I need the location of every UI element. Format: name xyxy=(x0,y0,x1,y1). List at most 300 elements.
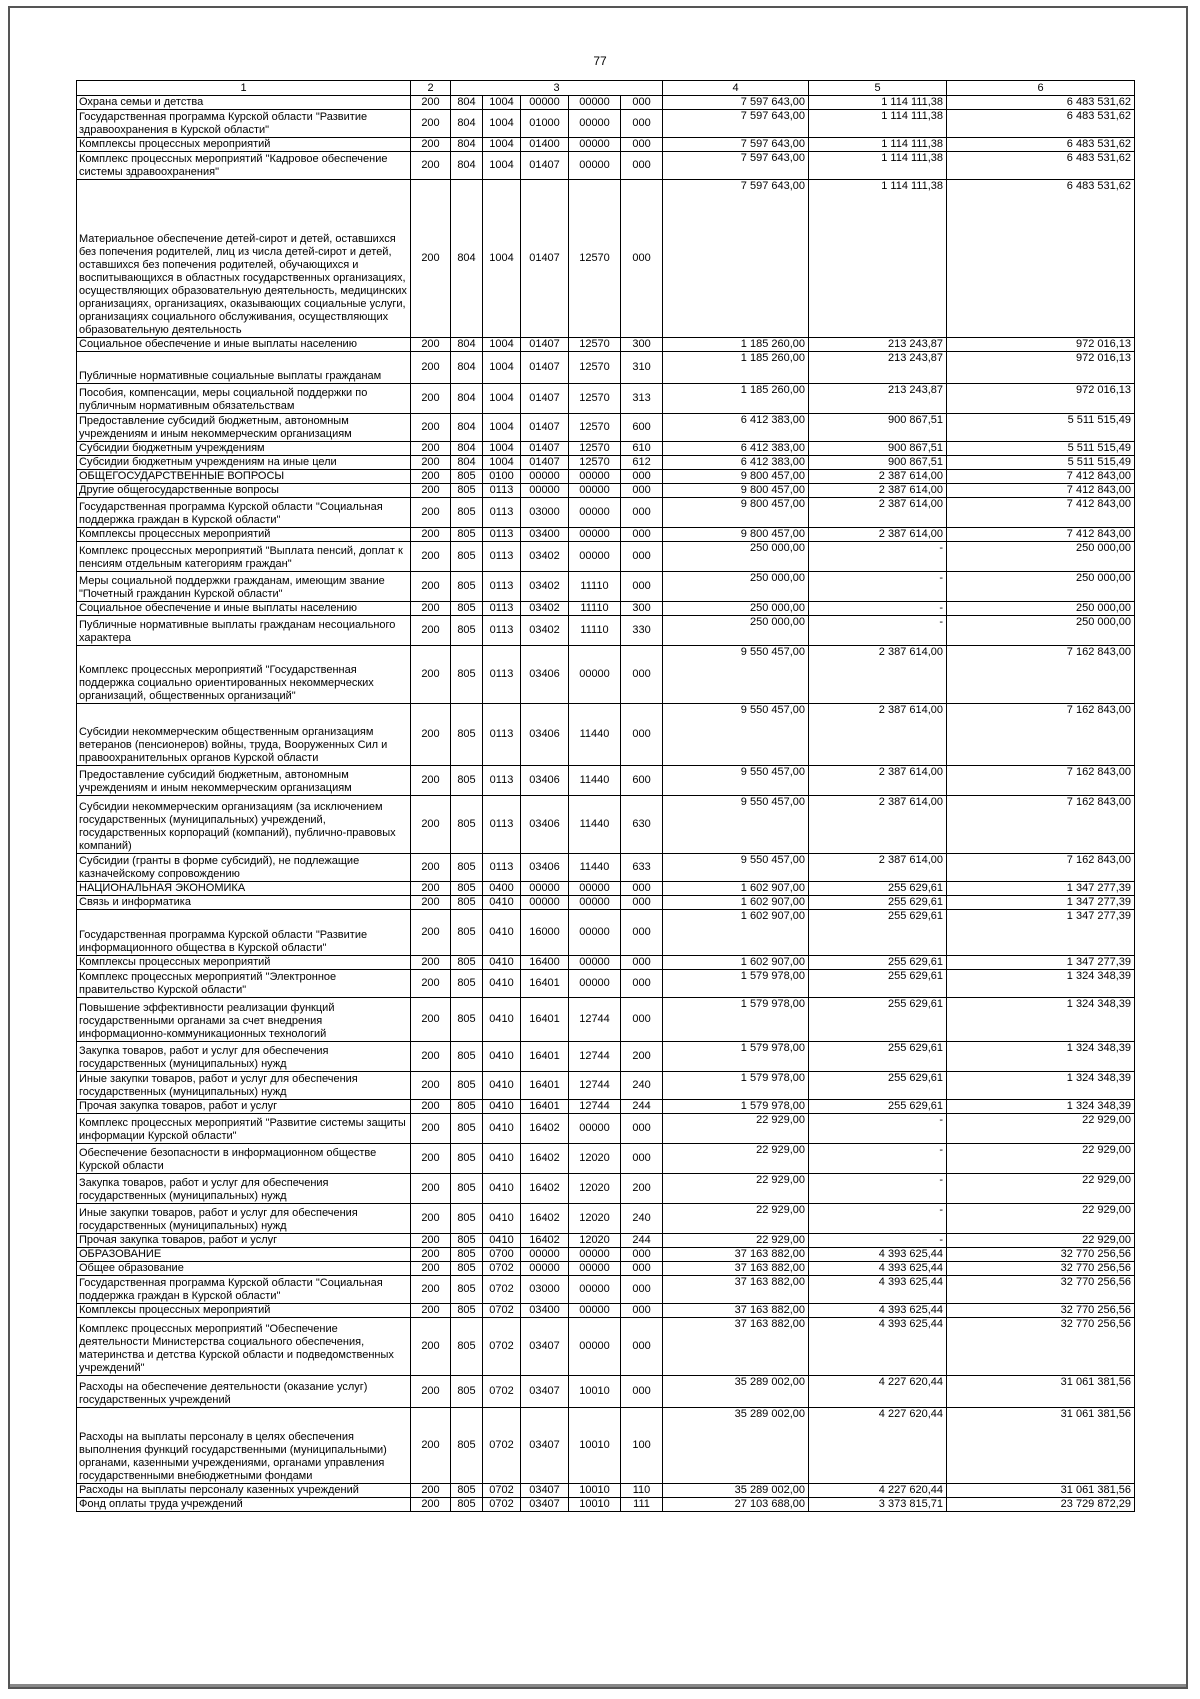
admin-code: 200 xyxy=(411,152,451,180)
table-row xyxy=(77,1484,1135,1498)
amount-col-4: 1 602 907,00 xyxy=(663,882,809,896)
program-code: 03407 xyxy=(521,1408,569,1484)
program-code: 03402 xyxy=(521,616,569,646)
amount-col-6: 22 929,00 xyxy=(947,1114,1135,1144)
section-code: 804 xyxy=(451,180,483,338)
amount-col-5: - xyxy=(809,1144,947,1174)
amount-col-4: 6 412 383,00 xyxy=(663,442,809,456)
amount-col-5: 2 387 614,00 xyxy=(809,498,947,528)
expense-type-code: 600 xyxy=(621,414,663,442)
expense-type-code: 100 xyxy=(621,1408,663,1484)
section-code: 805 xyxy=(451,602,483,616)
section-code: 805 xyxy=(451,956,483,970)
expense-type-code: 612 xyxy=(621,456,663,470)
program-code: 03406 xyxy=(521,704,569,766)
admin-code: 200 xyxy=(411,1304,451,1318)
subsection-code: 0100 xyxy=(483,470,521,484)
amount-col-6: 1 324 348,39 xyxy=(947,1072,1135,1100)
program-code: 16401 xyxy=(521,998,569,1042)
table-row xyxy=(77,572,1135,602)
row-name: Предоставление субсидий бюджетным, автономным учреждениям и иным некоммерческим организациям xyxy=(77,766,411,796)
section-code: 805 xyxy=(451,1174,483,1204)
amount-col-6: 7 412 843,00 xyxy=(947,470,1135,484)
admin-code: 200 xyxy=(411,896,451,910)
amount-col-6: 22 929,00 xyxy=(947,1204,1135,1234)
admin-code: 200 xyxy=(411,542,451,572)
section-code: 805 xyxy=(451,1144,483,1174)
expense-type-code: 000 xyxy=(621,572,663,602)
direction-code: 12744 xyxy=(569,998,621,1042)
amount-col-5: 255 629,61 xyxy=(809,1072,947,1100)
amount-col-4: 35 289 002,00 xyxy=(663,1484,809,1498)
amount-col-4: 6 412 383,00 xyxy=(663,414,809,442)
expense-type-code: 000 xyxy=(621,528,663,542)
header-col-6: 6 xyxy=(947,81,1135,96)
table-row xyxy=(77,1234,1135,1248)
amount-col-6: 31 061 381,56 xyxy=(947,1376,1135,1408)
program-code: 16402 xyxy=(521,1144,569,1174)
table-row xyxy=(77,1408,1135,1484)
subsection-code: 0702 xyxy=(483,1304,521,1318)
admin-code: 200 xyxy=(411,1144,451,1174)
amount-col-5: 2 387 614,00 xyxy=(809,528,947,542)
program-code: 16401 xyxy=(521,1072,569,1100)
section-code: 804 xyxy=(451,456,483,470)
row-name: Публичные нормативные выплаты гражданам несоциального характера xyxy=(77,616,411,646)
amount-col-5: 4 393 625,44 xyxy=(809,1248,947,1262)
subsection-code: 0702 xyxy=(483,1276,521,1304)
header-col-1: 1 xyxy=(77,81,411,96)
row-name: Общее образование xyxy=(77,1262,411,1276)
table-row xyxy=(77,498,1135,528)
direction-code: 00000 xyxy=(569,110,621,138)
amount-col-5: - xyxy=(809,572,947,602)
expense-type-code: 000 xyxy=(621,138,663,152)
amount-col-4: 9 550 457,00 xyxy=(663,854,809,882)
row-name: Связь и информатика xyxy=(77,896,411,910)
subsection-code: 1004 xyxy=(483,456,521,470)
table-row xyxy=(77,442,1135,456)
amount-col-4: 22 929,00 xyxy=(663,1234,809,1248)
amount-col-4: 1 579 978,00 xyxy=(663,998,809,1042)
direction-code: 00000 xyxy=(569,138,621,152)
admin-code: 200 xyxy=(411,96,451,110)
amount-col-4: 7 597 643,00 xyxy=(663,180,809,338)
subsection-code: 1004 xyxy=(483,414,521,442)
expense-type-code: 000 xyxy=(621,484,663,498)
direction-code: 11110 xyxy=(569,572,621,602)
section-code: 804 xyxy=(451,414,483,442)
section-code: 805 xyxy=(451,766,483,796)
amount-col-6: 250 000,00 xyxy=(947,616,1135,646)
program-code: 01400 xyxy=(521,138,569,152)
table-row xyxy=(77,542,1135,572)
direction-code: 12570 xyxy=(569,338,621,352)
row-name: ОБРАЗОВАНИЕ xyxy=(77,1248,411,1262)
direction-code: 12744 xyxy=(569,1072,621,1100)
direction-code: 00000 xyxy=(569,152,621,180)
program-code: 03402 xyxy=(521,572,569,602)
section-code: 804 xyxy=(451,110,483,138)
section-code: 804 xyxy=(451,152,483,180)
row-name: Меры социальной поддержки гражданам, имеющим звание "Почетный гражданин Курской области" xyxy=(77,572,411,602)
expense-type-code: 000 xyxy=(621,646,663,704)
subsection-code: 1004 xyxy=(483,338,521,352)
subsection-code: 0702 xyxy=(483,1376,521,1408)
table-row xyxy=(77,96,1135,110)
scan-edge xyxy=(10,1684,1186,1687)
row-name: Субсидии некоммерческим общественным организациям ветеранов (пенсионеров) войны, труда, Вооруженных Сил и правоохранительных органов Курской области xyxy=(77,704,411,766)
program-code: 03407 xyxy=(521,1376,569,1408)
section-code: 805 xyxy=(451,1072,483,1100)
direction-code: 00000 xyxy=(569,1304,621,1318)
subsection-code: 0113 xyxy=(483,602,521,616)
amount-col-5: 4 227 620,44 xyxy=(809,1376,947,1408)
table-row xyxy=(77,352,1135,384)
amount-col-4: 22 929,00 xyxy=(663,1144,809,1174)
expense-type-code: 633 xyxy=(621,854,663,882)
admin-code: 200 xyxy=(411,352,451,384)
admin-code: 200 xyxy=(411,414,451,442)
direction-code: 00000 xyxy=(569,882,621,896)
expense-type-code: 000 xyxy=(621,470,663,484)
row-name: Государственная программа Курской области "Социальная поддержка граждан в Курской области" xyxy=(77,1276,411,1304)
direction-code: 00000 xyxy=(569,956,621,970)
section-code: 805 xyxy=(451,796,483,854)
amount-col-5: - xyxy=(809,1114,947,1144)
amount-col-5: 4 227 620,44 xyxy=(809,1408,947,1484)
subsection-code: 0113 xyxy=(483,616,521,646)
admin-code: 200 xyxy=(411,456,451,470)
table-row xyxy=(77,414,1135,442)
admin-code: 200 xyxy=(411,528,451,542)
amount-col-5: 4 393 625,44 xyxy=(809,1318,947,1376)
amount-col-6: 7 412 843,00 xyxy=(947,528,1135,542)
section-code: 805 xyxy=(451,484,483,498)
subsection-code: 0410 xyxy=(483,896,521,910)
admin-code: 200 xyxy=(411,138,451,152)
direction-code: 00000 xyxy=(569,528,621,542)
section-code: 805 xyxy=(451,1042,483,1072)
section-code: 805 xyxy=(451,1204,483,1234)
expense-type-code: 310 xyxy=(621,352,663,384)
direction-code: 11440 xyxy=(569,704,621,766)
subsection-code: 0410 xyxy=(483,910,521,956)
program-code: 16402 xyxy=(521,1234,569,1248)
expense-type-code: 000 xyxy=(621,180,663,338)
amount-col-5: 4 393 625,44 xyxy=(809,1262,947,1276)
direction-code: 11440 xyxy=(569,796,621,854)
amount-col-4: 1 579 978,00 xyxy=(663,1072,809,1100)
expense-type-code: 111 xyxy=(621,1498,663,1512)
row-name: ОБЩЕГОСУДАРСТВЕННЫЕ ВОПРОСЫ xyxy=(77,470,411,484)
section-code: 805 xyxy=(451,1276,483,1304)
direction-code: 00000 xyxy=(569,470,621,484)
amount-col-5: 213 243,87 xyxy=(809,352,947,384)
amount-col-6: 972 016,13 xyxy=(947,338,1135,352)
amount-col-4: 37 163 882,00 xyxy=(663,1248,809,1262)
amount-col-4: 27 103 688,00 xyxy=(663,1498,809,1512)
subsection-code: 1004 xyxy=(483,110,521,138)
table-row xyxy=(77,616,1135,646)
section-code: 805 xyxy=(451,896,483,910)
table-row xyxy=(77,110,1135,138)
table-row xyxy=(77,766,1135,796)
section-code: 805 xyxy=(451,998,483,1042)
amount-col-5: 900 867,51 xyxy=(809,414,947,442)
expense-type-code: 000 xyxy=(621,896,663,910)
admin-code: 200 xyxy=(411,766,451,796)
subsection-code: 0410 xyxy=(483,970,521,998)
subsection-code: 0113 xyxy=(483,646,521,704)
section-code: 805 xyxy=(451,1100,483,1114)
row-name: Комплекс процессных мероприятий "Электронное правительство Курской области" xyxy=(77,970,411,998)
row-name: Расходы на выплаты персоналу казенных учреждений xyxy=(77,1484,411,1498)
expense-type-code: 000 xyxy=(621,882,663,896)
amount-col-6: 5 511 515,49 xyxy=(947,442,1135,456)
direction-code: 11440 xyxy=(569,854,621,882)
program-code: 01407 xyxy=(521,152,569,180)
amount-col-4: 7 597 643,00 xyxy=(663,138,809,152)
admin-code: 200 xyxy=(411,110,451,138)
program-code: 00000 xyxy=(521,470,569,484)
direction-code: 00000 xyxy=(569,896,621,910)
amount-col-6: 7 162 843,00 xyxy=(947,646,1135,704)
program-code: 01407 xyxy=(521,414,569,442)
expense-type-code: 000 xyxy=(621,498,663,528)
amount-col-5: 2 387 614,00 xyxy=(809,646,947,704)
budget-table xyxy=(76,80,1135,1512)
direction-code: 00000 xyxy=(569,1114,621,1144)
subsection-code: 0410 xyxy=(483,1042,521,1072)
row-name: Комплекс процессных мероприятий "Кадровое обеспечение системы здравоохранения" xyxy=(77,152,411,180)
expense-type-code: 200 xyxy=(621,1174,663,1204)
row-name: Субсидии (гранты в форме субсидий), не подлежащие казначейскому сопровождению xyxy=(77,854,411,882)
amount-col-4: 9 800 457,00 xyxy=(663,498,809,528)
amount-col-6: 7 162 843,00 xyxy=(947,854,1135,882)
amount-col-4: 1 602 907,00 xyxy=(663,896,809,910)
admin-code: 200 xyxy=(411,1276,451,1304)
expense-type-code: 240 xyxy=(621,1204,663,1234)
amount-col-5: 255 629,61 xyxy=(809,882,947,896)
direction-code: 12570 xyxy=(569,384,621,414)
direction-code: 10010 xyxy=(569,1484,621,1498)
amount-col-4: 250 000,00 xyxy=(663,572,809,602)
amount-col-6: 31 061 381,56 xyxy=(947,1408,1135,1484)
table-row xyxy=(77,138,1135,152)
amount-col-5: 2 387 614,00 xyxy=(809,796,947,854)
expense-type-code: 200 xyxy=(621,1042,663,1072)
amount-col-5: 255 629,61 xyxy=(809,1042,947,1072)
direction-code: 00000 xyxy=(569,484,621,498)
amount-col-4: 22 929,00 xyxy=(663,1204,809,1234)
direction-code: 00000 xyxy=(569,498,621,528)
direction-code: 00000 xyxy=(569,1262,621,1276)
amount-col-6: 7 162 843,00 xyxy=(947,766,1135,796)
amount-col-4: 35 289 002,00 xyxy=(663,1408,809,1484)
table-row xyxy=(77,796,1135,854)
program-code: 16402 xyxy=(521,1174,569,1204)
admin-code: 200 xyxy=(411,956,451,970)
program-code: 03407 xyxy=(521,1318,569,1376)
row-name: Иные закупки товаров, работ и услуг для обеспечения государственных (муниципальных) нужд xyxy=(77,1072,411,1100)
amount-col-4: 9 800 457,00 xyxy=(663,528,809,542)
program-code: 00000 xyxy=(521,484,569,498)
expense-type-code: 000 xyxy=(621,910,663,956)
table-row xyxy=(77,470,1135,484)
amount-col-5: 255 629,61 xyxy=(809,1100,947,1114)
program-code: 03406 xyxy=(521,766,569,796)
direction-code: 12744 xyxy=(569,1042,621,1072)
subsection-code: 0400 xyxy=(483,882,521,896)
amount-col-6: 31 061 381,56 xyxy=(947,1484,1135,1498)
row-name: Материальное обеспечение детей-сирот и детей, оставшихся без попечения родителей, лиц из числа детей-сирот и детей, оставшихся без попечения родителей, обучающихся и воспитывающихся в областных государственных организациях, осуществляющих образовательную деятельность, медицинских организациях, организациях, оказывающих социальные услуги, организациях социального обслуживания, осуществляющих образовательную деятельность xyxy=(77,180,411,338)
subsection-code: 0702 xyxy=(483,1318,521,1376)
amount-col-6: 250 000,00 xyxy=(947,542,1135,572)
amount-col-6: 1 324 348,39 xyxy=(947,1042,1135,1072)
expense-type-code: 000 xyxy=(621,1114,663,1144)
table-row xyxy=(77,956,1135,970)
amount-col-6: 23 729 872,29 xyxy=(947,1498,1135,1512)
amount-col-6: 32 770 256,56 xyxy=(947,1248,1135,1262)
row-name: Комплекс процессных мероприятий "Развитие системы защиты информации Курской области" xyxy=(77,1114,411,1144)
program-code: 16000 xyxy=(521,910,569,956)
amount-col-4: 1 185 260,00 xyxy=(663,338,809,352)
table-row xyxy=(77,1174,1135,1204)
admin-code: 200 xyxy=(411,882,451,896)
admin-code: 200 xyxy=(411,796,451,854)
amount-col-5: - xyxy=(809,616,947,646)
table-row xyxy=(77,484,1135,498)
section-code: 805 xyxy=(451,646,483,704)
section-code: 805 xyxy=(451,470,483,484)
expense-type-code: 000 xyxy=(621,1276,663,1304)
subsection-code: 0410 xyxy=(483,1234,521,1248)
amount-col-6: 5 511 515,49 xyxy=(947,414,1135,442)
program-code: 01407 xyxy=(521,180,569,338)
subsection-code: 0410 xyxy=(483,956,521,970)
program-code: 03406 xyxy=(521,646,569,704)
amount-col-4: 9 550 457,00 xyxy=(663,704,809,766)
expense-type-code: 300 xyxy=(621,602,663,616)
row-name: Расходы на выплаты персоналу в целях обеспечения выполнения функций государственными (муниципальными) органами, казенными учреждениями, органами управления государственными внебюджетными фондами xyxy=(77,1408,411,1484)
admin-code: 200 xyxy=(411,1114,451,1144)
expense-type-code: 000 xyxy=(621,956,663,970)
amount-col-6: 250 000,00 xyxy=(947,602,1135,616)
row-name: Комплекс процессных мероприятий "Государственная поддержка социально ориентированных некоммерческих организаций, общественных организаций" xyxy=(77,646,411,704)
expense-type-code: 000 xyxy=(621,1262,663,1276)
subsection-code: 0410 xyxy=(483,998,521,1042)
subsection-code: 1004 xyxy=(483,352,521,384)
expense-type-code: 000 xyxy=(621,1376,663,1408)
amount-col-4: 1 602 907,00 xyxy=(663,910,809,956)
table-row xyxy=(77,1318,1135,1376)
expense-type-code: 300 xyxy=(621,338,663,352)
subsection-code: 1004 xyxy=(483,384,521,414)
expense-type-code: 600 xyxy=(621,766,663,796)
amount-col-6: 250 000,00 xyxy=(947,572,1135,602)
expense-type-code: 240 xyxy=(621,1072,663,1100)
amount-col-5: 3 373 815,71 xyxy=(809,1498,947,1512)
section-code: 805 xyxy=(451,910,483,956)
expense-type-code: 110 xyxy=(621,1484,663,1498)
subsection-code: 0410 xyxy=(483,1144,521,1174)
row-name: Фонд оплаты труда учреждений xyxy=(77,1498,411,1512)
amount-col-4: 1 185 260,00 xyxy=(663,352,809,384)
row-name: Социальное обеспечение и иные выплаты населению xyxy=(77,602,411,616)
row-name: Иные закупки товаров, работ и услуг для обеспечения государственных (муниципальных) нужд xyxy=(77,1204,411,1234)
table-row xyxy=(77,1072,1135,1100)
row-name: Субсидии бюджетным учреждениям на иные цели xyxy=(77,456,411,470)
amount-col-6: 1 347 277,39 xyxy=(947,882,1135,896)
program-code: 00000 xyxy=(521,1262,569,1276)
program-code: 03407 xyxy=(521,1498,569,1512)
row-name: Обеспечение безопасности в информационном обществе Курской области xyxy=(77,1144,411,1174)
amount-col-6: 32 770 256,56 xyxy=(947,1318,1135,1376)
subsection-code: 1004 xyxy=(483,138,521,152)
program-code: 16402 xyxy=(521,1114,569,1144)
row-name: Закупка товаров, работ и услуг для обеспечения государственных (муниципальных) нужд xyxy=(77,1042,411,1072)
section-code: 805 xyxy=(451,1114,483,1144)
section-code: 805 xyxy=(451,854,483,882)
table-row xyxy=(77,602,1135,616)
header-col-5: 5 xyxy=(809,81,947,96)
table-row xyxy=(77,1304,1135,1318)
expense-type-code: 000 xyxy=(621,1248,663,1262)
amount-col-4: 9 550 457,00 xyxy=(663,646,809,704)
amount-col-6: 6 483 531,62 xyxy=(947,152,1135,180)
program-code: 00000 xyxy=(521,96,569,110)
amount-col-5: 4 393 625,44 xyxy=(809,1304,947,1318)
program-code: 01407 xyxy=(521,456,569,470)
expense-type-code: 000 xyxy=(621,542,663,572)
direction-code: 12570 xyxy=(569,442,621,456)
amount-col-5: 213 243,87 xyxy=(809,338,947,352)
expense-type-code: 330 xyxy=(621,616,663,646)
amount-col-5: 4 393 625,44 xyxy=(809,1276,947,1304)
program-code: 16401 xyxy=(521,1100,569,1114)
direction-code: 12744 xyxy=(569,1100,621,1114)
table-row xyxy=(77,1100,1135,1114)
direction-code: 12570 xyxy=(569,352,621,384)
header-col-3: 3 xyxy=(451,81,663,96)
direction-code: 10010 xyxy=(569,1408,621,1484)
program-code: 16402 xyxy=(521,1204,569,1234)
amount-col-5: - xyxy=(809,1174,947,1204)
program-code: 16401 xyxy=(521,1042,569,1072)
subsection-code: 0113 xyxy=(483,796,521,854)
amount-col-4: 22 929,00 xyxy=(663,1114,809,1144)
admin-code: 200 xyxy=(411,1042,451,1072)
admin-code: 200 xyxy=(411,1204,451,1234)
row-name: Государственная программа Курской области "Развитие здравоохранения в Курской области" xyxy=(77,110,411,138)
expense-type-code: 000 xyxy=(621,1304,663,1318)
table-row xyxy=(77,1376,1135,1408)
amount-col-4: 37 163 882,00 xyxy=(663,1262,809,1276)
section-code: 805 xyxy=(451,572,483,602)
admin-code: 200 xyxy=(411,338,451,352)
amount-col-5: 255 629,61 xyxy=(809,910,947,956)
amount-col-4: 9 550 457,00 xyxy=(663,796,809,854)
subsection-code: 0113 xyxy=(483,854,521,882)
admin-code: 200 xyxy=(411,572,451,602)
table-row xyxy=(77,1144,1135,1174)
section-code: 805 xyxy=(451,1234,483,1248)
subsection-code: 0410 xyxy=(483,1204,521,1234)
table-row xyxy=(77,1042,1135,1072)
admin-code: 200 xyxy=(411,970,451,998)
amount-col-5: - xyxy=(809,1234,947,1248)
